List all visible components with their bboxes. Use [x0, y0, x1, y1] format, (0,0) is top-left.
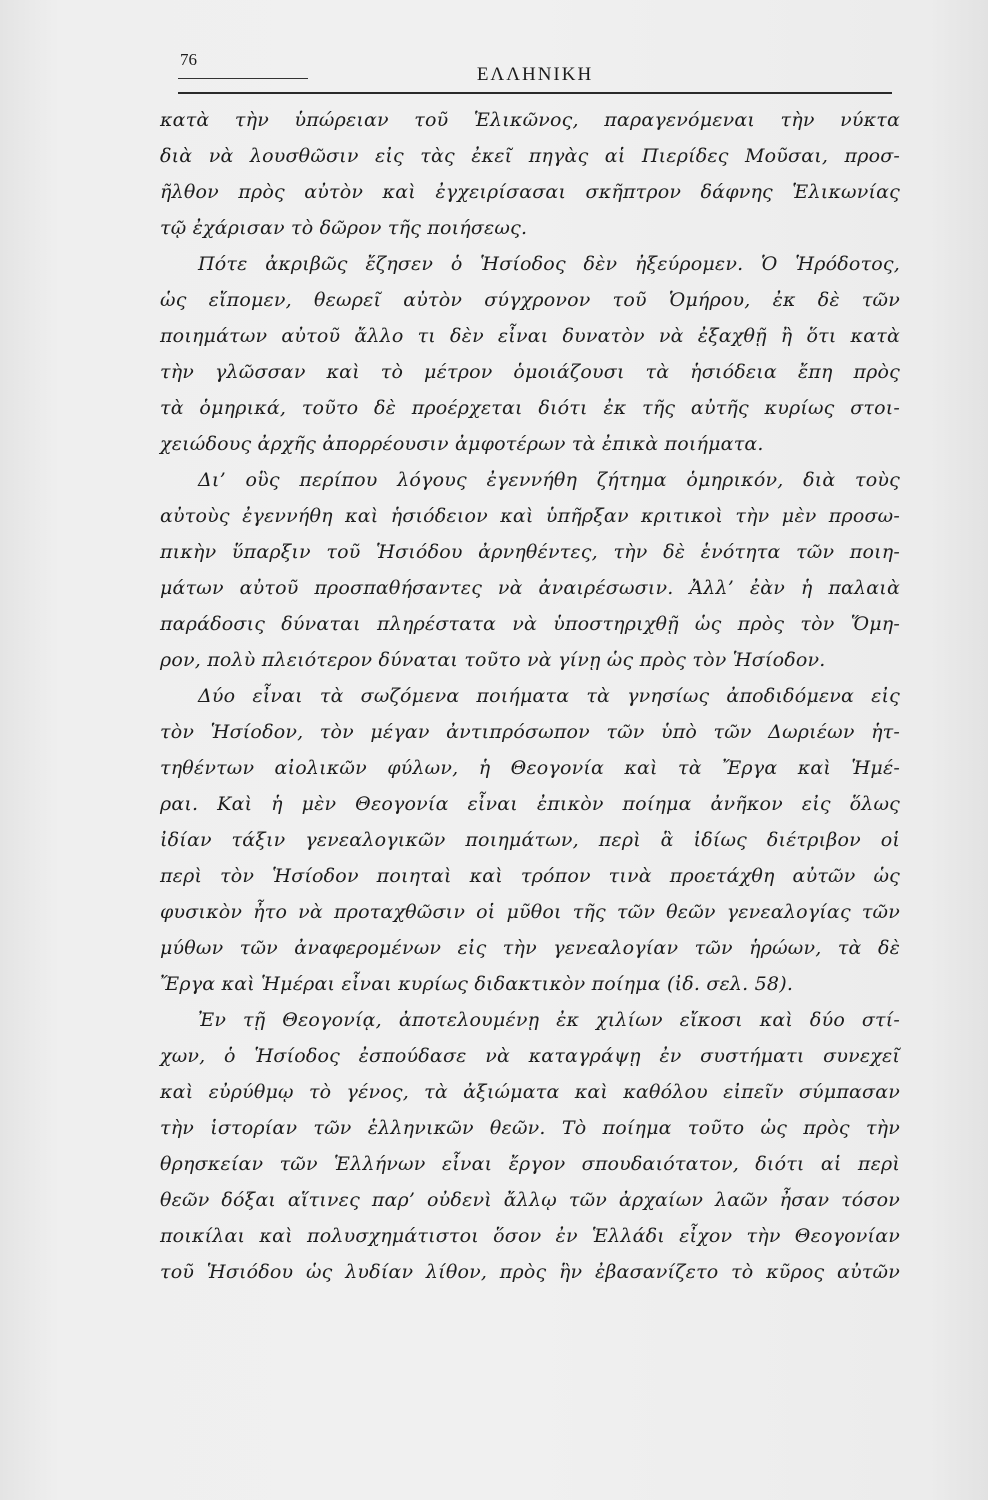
text-line: κατὰ τὴν ὑπώρειαν τοῦ Ἑλικῶνος, παραγενόμεναι τὴν νύκτα [160, 109, 900, 131]
text-line: αὐτοὺς ἐγεννήθη καὶ ἡσιόδειον καὶ ὑπῆρξαν κριτικοὶ τὴν μὲν προσω- [160, 505, 900, 527]
text-line: ἰδίαν τάξιν γενεαλογικῶν ποιημάτων, περὶ ἃ ἰδίως διέτριβον οἱ [160, 829, 900, 851]
text-line: ὡς εἴπομεν, θεωρεῖ αὐτὸν σύγχρονον τοῦ Ὁμήρου, ἐκ δὲ τῶν [160, 289, 900, 311]
text-line: ρον, πολὺ πλειότερον δύναται τοῦτο νὰ γίνῃ ὡς πρὸς τὸν Ἡσίοδον. [160, 649, 826, 671]
text-line: τηθέντων αἰολικῶν φύλων, ἡ Θεογονία καὶ τὰ Ἔργα καὶ Ἡμέ- [160, 757, 900, 779]
text-line: πικὴν ὕπαρξιν τοῦ Ἡσιόδου ἀρνηθέντες, τὴν δὲ ἑνότητα τῶν ποιη- [160, 541, 900, 563]
text-line: διὰ νὰ λουσθῶσιν εἰς τὰς ἐκεῖ πηγὰς αἱ Πιερίδες Μοῦσαι, προσ- [160, 145, 900, 167]
paragraph-1 [160, 102, 900, 246]
text-line: Δι’ οὓς περίπου λόγους ἐγεννήθη ζήτημα ὁμηρικόν, διὰ τοὺς [198, 469, 900, 491]
paragraph-2 [160, 246, 900, 462]
text-line: Πότε ἀκριβῶς ἔζησεν ὁ Ἡσίοδος δὲν ἠξεύρομεν. Ὁ Ἡρόδοτος, [198, 253, 900, 275]
text-line: ῆλθον πρὸς αὐτὸν καὶ ἐγχειρίσασαι σκῆπτρον δάφνης Ἑλικωνίας [160, 181, 900, 203]
text-line: τὴν ἱστορίαν τῶν ἑλληνικῶν θεῶν. Τὸ ποίημα τοῦτο ὡς πρὸς τὴν [160, 1117, 900, 1139]
paragraph-4 [160, 678, 900, 1002]
text-line: μάτων αὐτοῦ προσπαθήσαντες νὰ ἀναιρέσωσιν. Ἀλλ’ ἐὰν ἡ παλαιὰ [160, 577, 900, 599]
text-line: περὶ τὸν Ἡσίοδον ποιηταὶ καὶ τρόπον τινὰ προετάχθη αὐτῶν ὡς [160, 865, 900, 887]
text-line: θεῶν δόξαι αἵτινες παρ’ οὐδενὶ ἄλλῳ τῶν ἀρχαίων λαῶν ἦσαν τόσον [160, 1189, 900, 1211]
text-line: θρησκείαν τῶν Ἑλλήνων εἶναι ἔργον σπουδαιότατον, διότι αἱ περὶ [160, 1153, 900, 1175]
paragraph-3 [160, 462, 900, 678]
text-line: τὸν Ἡσίοδον, τὸν μέγαν ἀντιπρόσωπον τῶν ὑπὸ τῶν Δωριέων ἡτ- [160, 721, 900, 743]
page-header [178, 44, 892, 94]
paragraph-5 [160, 1002, 900, 1290]
text-line: τὴν γλῶσσαν καὶ τὸ μέτρον ὁμοιάζουσι τὰ ἡσιόδεια ἔπη πρὸς [160, 361, 900, 383]
text-line: παράδοσις δύναται πληρέστατα νὰ ὑποστηριχθῇ ὡς πρὸς τὸν Ὅμη- [160, 613, 900, 635]
text-line: χειώδους ἀρχῆς ἀπορρέουσιν ἀμφοτέρων τὰ ἐπικὰ ποιήματα. [160, 433, 764, 455]
text-line: ποιημάτων αὐτοῦ ἄλλο τι δὲν εἶναι δυνατὸν νὰ ἐξαχθῇ ἢ ὅτι κατὰ [160, 325, 900, 347]
body-text [160, 102, 900, 1290]
header-rule [178, 92, 892, 94]
page-number: 76 [180, 50, 197, 69]
text-line: φυσικὸν ἦτο νὰ προταχθῶσιν οἱ μῦθοι τῆς τῶν θεῶν γενεαλογίας τῶν [160, 901, 900, 923]
text-line: Δύο εἶναι τὰ σωζόμενα ποιήματα τὰ γνησίως ἀποδιδόμενα εἰς [198, 685, 900, 707]
text-line: Ἐν τῇ Θεογονίᾳ, ἀποτελουμένῃ ἐκ χιλίων εἴκοσι καὶ δύο στί- [198, 1009, 900, 1031]
text-line: χων, ὁ Ἡσίοδος ἐσπούδασε νὰ καταγράψῃ ἐν συστήματι συνεχεῖ [160, 1045, 900, 1067]
text-line: τῷ ἐχάρισαν τὸ δῶρον τῆς ποιήσεως. [160, 217, 528, 239]
text-line: ραι. Καὶ ἡ μὲν Θεογονία εἶναι ἐπικὸν ποίημα ἀνῆκον εἰς ὅλως [160, 793, 900, 815]
running-title: ΕΛΛΗΝΙΚΗ [476, 64, 594, 85]
text-line: τὰ ὁμηρικά, τοῦτο δὲ προέρχεται διότι ἐκ τῆς αὐτῆς κυρίως στοι- [160, 397, 900, 419]
text-line: Ἔργα καὶ Ἡμέραι εἶναι κυρίως διδακτικὸν ποίημα (ἰδ. σελ. 58). [160, 973, 794, 995]
text-line: μύθων τῶν ἀναφερομένων εἰς τὴν γενεαλογίαν τῶν ἡρώων, τὰ δὲ [160, 937, 900, 959]
text-line: καὶ εὐρύθμῳ τὸ γένος, τὰ ἀξιώματα καὶ καθόλου εἰπεῖν σύμπασαν [160, 1081, 900, 1103]
text-line: ποικίλαι καὶ πολυσχημάτιστοι ὅσον ἐν Ἑλλάδι εἶχον τὴν Θεογονίαν [160, 1225, 900, 1247]
text-line: τοῦ Ἡσιόδου ὡς λυδίαν λίθον, πρὸς ἣν ἐβασανίζετο τὸ κῦρος αὐτῶν [160, 1261, 900, 1283]
